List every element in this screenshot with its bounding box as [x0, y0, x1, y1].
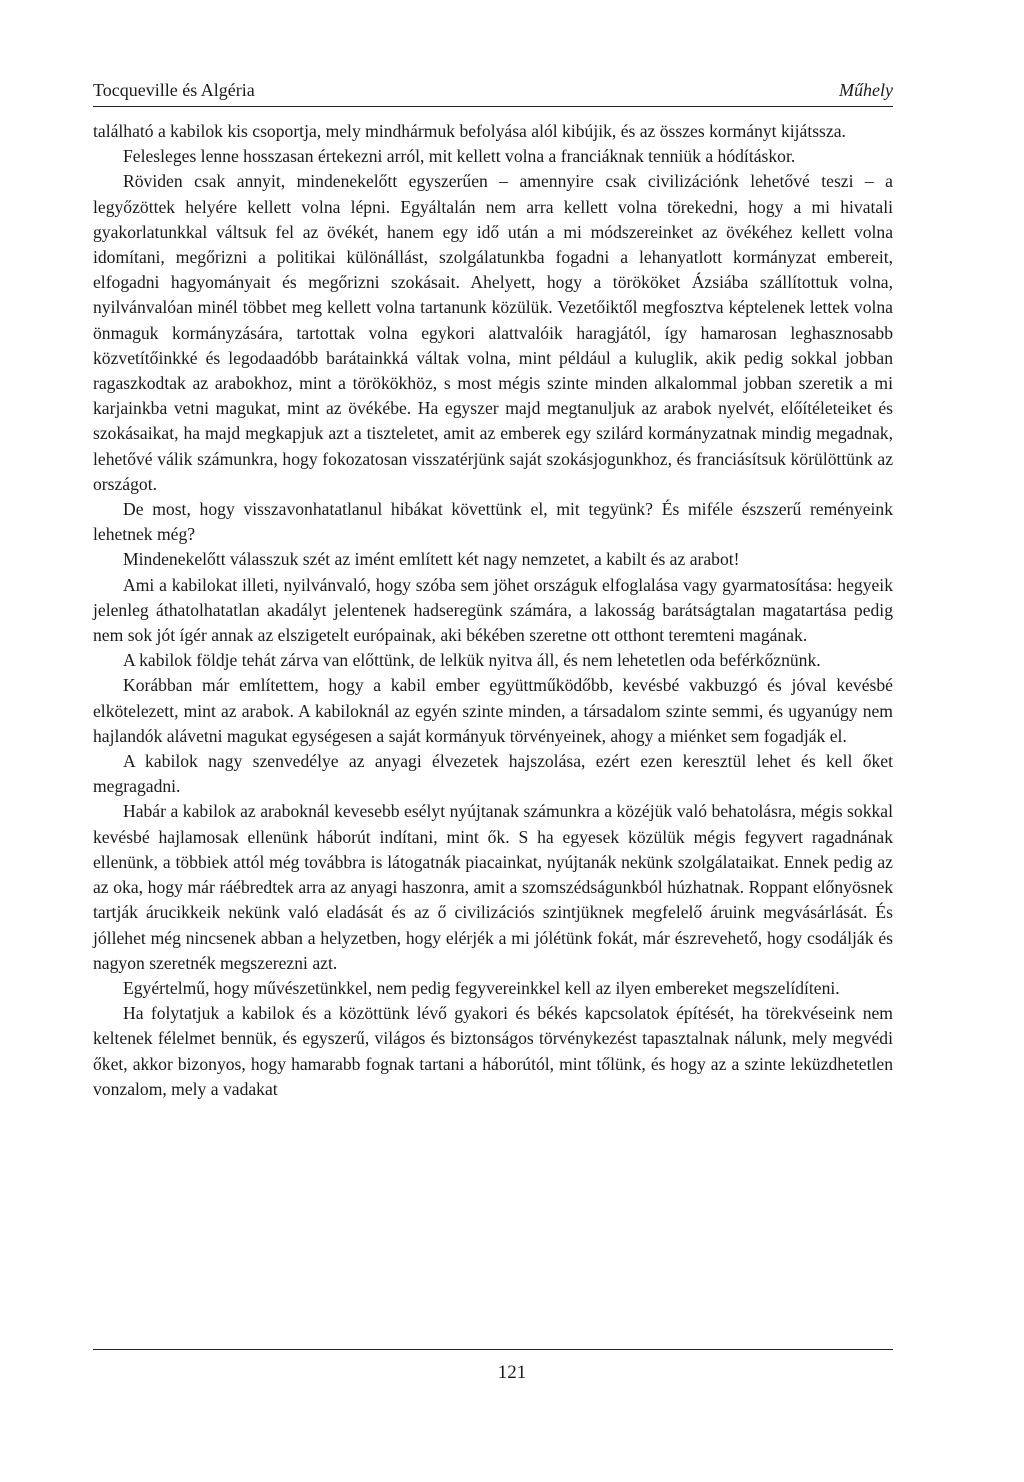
article-body	[93, 119, 893, 1102]
running-header	[93, 78, 893, 107]
header-title: Tocqueville és Algéria	[93, 80, 255, 100]
paragraph: Felesleges lenne hosszasan értekezni arról, mit kellett volna a franciáknak tenniük a hódításkor.	[123, 146, 796, 167]
page-number: 121	[497, 1362, 527, 1383]
paragraph: Ami a kabilokat illeti, nyilvánvaló, hogy szóba sem jöhet országuk elfoglalása vagy gyarmatosítása: hegyeik jelenleg áthatolhatatlan akadályt jelentenek hadseregünk számára, a lakosság barátságtalan magatartása pedig nem sok jót ígér annak az elszigetelt európainak, aki békében szeretne ott otthont teremteni magának.	[93, 574, 893, 646]
footer-rule	[93, 1349, 893, 1350]
header-section: Műhely	[839, 80, 893, 100]
paragraph: De most, hogy visszavonhatatlanul hibákat követtünk el, mit tegyünk? És miféle észszerű reményeink lehetnek még?	[93, 499, 893, 545]
paragraph: A kabilok földje tehát zárva van előttünk, de lelkük nyitva áll, és nem lehetetlen oda beférkőznünk.	[123, 650, 821, 671]
paragraph: Korábban már említettem, hogy a kabil ember együttműködőbb, kevésbé vakbuzgó és jóval kevésbé elkötelezett, mint az arabok. A kabiloknál az egyén szinte minden, a társadalom szinte semmi, és ugyanúgy nem hajlandók alávetni magukat egységesen a saját kormányuk törvényeinek, ahogy a miénket sem fogadják el.	[93, 675, 893, 746]
page	[93, 78, 893, 1102]
paragraph: A kabilok nagy szenvedélye az anyagi élvezetek hajszolása, ezért ezen keresztül lehet és kell őket megragadni.	[93, 751, 893, 797]
paragraph: Röviden csak annyit, mindenekelőtt egyszerűen – amennyire csak civilizációnk lehetővé teszi – a legyőzöttek helyére kellett volna lépni. Egyáltalán nem arra kellett volna törekedni, hogy a mi hivatali gyakorlatunkkal váltsuk fel az övékét, hanem egy idő után a mi módszereinket az övékéhez kellett volna idomítani, megőrizni a politikai különállást, szolgálatunkba fogadni a lehanyatlott kormányzat embereit, elfogadni hagyományait és megőrizni szokásait. Ahelyett, hogy a törököket Ázsiába szállítottuk volna, nyilvánvalóan minél többet meg kellett volna tartanunk közülük. Vezetőiktől megfosztva képtelenek lettek volna önmaguk kormányzására, tartottak volna egykori alattvalóik haragjától, így hamarosan leghasznosabb közvetítőinkké és legodaadóbb barátainkká váltak volna, mint például a kuluglik, akik pedig sokkal jobban ragaszkodtak az arabokhoz, mint a törökökhöz, s most mégis szinte minden alkalommal jobban szeretik a mi karjainkba vetni magukat, mint az övékébe. Ha egyszer majd megtanuljuk az arabok nyelvét, előítéleteiket és szokásaikat, ha majd megkapjuk azt a tiszteletet, amit az emberek egy szilárd kormányzatnak mindig megadnak, lehetővé válik számunkra, hogy fokozatosan visszatérjünk saját szokásjogunkhoz, és franciásítsuk körülöttünk az országot.	[93, 171, 893, 494]
paragraph: Habár a kabilok az araboknál kevesebb esélyt nyújtanak számunkra a közéjük való behatolásra, mégis sokkal kevésbé hajlamosak ellenünk háborút indítani, mint ők. S ha egyesek közülük mégis fegyvert ragadnának ellenünk, a többiek attól még továbbra is látogatnák piacainkat, nyújtanák nekünk szolgálataikat. Ennek pedig az az oka, hogy már ráébredtek arra az anyagi haszonra, amit a szomszédságunkból húzhatnak. Roppant előnyösnek tartják árucikkeik nekünk való eladását és az ő civilizációs szintjüknek megfelelő áruink megvásárlását. És jóllehet még nincsenek abban a helyzetben, hogy elérjék a mi jólétünk fokát, már észrevehető, hogy csodálják és nagyon szeretnék megszerezni azt.	[93, 801, 893, 973]
paragraph: Ha folytatjuk a kabilok és a közöttünk lévő gyakori és békés kapcsolatok építését, ha törekvéseink nem keltenek félelmet bennük, és egyszerű, világos és biztonságos törvénykezést tapasztalnak nálunk, mely megvédi őket, akkor bizonyos, hogy hamarabb fognak tartani a háborútól, mint tőlünk, és hogy az a szinte leküzdhetetlen vonzalom, mely a vadakat	[93, 1003, 893, 1099]
paragraph: Mindenekelőtt válasszuk szét az imént említett két nagy nemzetet, a kabilt és az arabot!	[123, 549, 740, 570]
paragraph: található a kabilok kis csoportja, mely mindhármuk befolyása alól kibújik, és az összes kormányt kijátssza.	[93, 121, 846, 141]
paragraph: Egyértelmű, hogy művészetünkkel, nem pedig fegyvereinkkel kell az ilyen embereket megszelídíteni.	[123, 977, 840, 998]
